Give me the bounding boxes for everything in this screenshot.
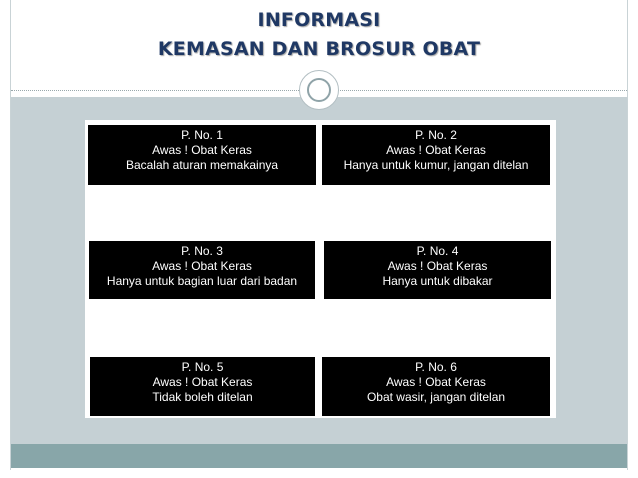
label-warning: Awas ! Obat Keras: [386, 143, 486, 157]
label-number: P. No. 1: [181, 128, 223, 142]
label-instruction: Hanya untuk bagian luar dari badan: [106, 274, 298, 288]
label-instruction: Bacalah aturan memakainya: [125, 158, 279, 172]
label-p-no-1: [88, 125, 316, 185]
label-p-no-6: [322, 357, 550, 416]
label-number: P. No. 6: [415, 360, 457, 374]
label-instruction: Hanya untuk kumur, jangan ditelan: [343, 158, 529, 172]
label-p-no-4: [324, 241, 551, 299]
label-p-no-3: [89, 241, 315, 299]
label-warning: Awas ! Obat Keras: [152, 375, 253, 389]
label-warning: Awas ! Obat Keras: [152, 143, 252, 157]
label-number: P. No. 4: [416, 244, 459, 258]
label-warning: Awas ! Obat Keras: [386, 375, 486, 389]
label-p-no-2: [322, 125, 550, 185]
label-number: P. No. 3: [181, 244, 223, 258]
circle-ornament-inner: [307, 78, 331, 102]
label-p-no-5: [90, 357, 315, 416]
label-instruction: Tidak boleh ditelan: [152, 390, 253, 404]
label-instruction: Obat wasir, jangan ditelan: [366, 390, 506, 404]
slide-title-line-1: INFORMASI: [257, 9, 381, 31]
circle-ornament-icon: [299, 70, 339, 110]
slide-footer-bar: [11, 444, 627, 468]
divider-right: [338, 90, 627, 91]
label-number: P. No. 2: [415, 128, 457, 142]
label-warning: Awas ! Obat Keras: [152, 259, 252, 273]
label-warning: Awas ! Obat Keras: [387, 259, 488, 273]
label-number: P. No. 5: [181, 360, 224, 374]
slide-title-line-2: KEMASAN DAN BROSUR OBAT: [157, 38, 481, 60]
divider-left: [11, 90, 301, 91]
label-instruction: Hanya untuk dibakar: [382, 274, 493, 288]
content-image-box: [85, 120, 556, 418]
